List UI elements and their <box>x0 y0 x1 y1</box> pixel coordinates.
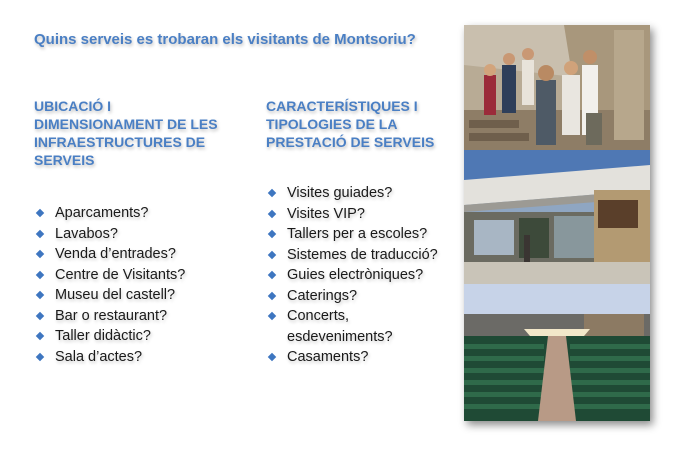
amphitheatre-photo <box>464 284 650 421</box>
diamond-bullet-icon <box>36 352 44 360</box>
heading-line: UBICACIÓ I <box>34 98 111 114</box>
list-item-text: Visites VIP? <box>287 205 365 222</box>
list-item <box>34 326 185 347</box>
diamond-bullet-icon <box>268 353 276 361</box>
slide-title: Quins serveis es trobaran els visitants de Montsoriu? <box>34 31 416 48</box>
visitors-photo <box>464 25 650 150</box>
diamond-bullet-icon <box>268 209 276 217</box>
list-item <box>34 265 185 286</box>
list-item-text: Sala d’actes? <box>55 348 143 365</box>
list-item <box>266 245 438 266</box>
list-item-text: Visites guiades? <box>287 185 393 201</box>
list-item <box>266 347 438 368</box>
infrastructure-list <box>34 203 185 367</box>
heading-line: INFRAESTRUCTURES DE <box>34 134 206 150</box>
diamond-bullet-icon <box>36 209 44 217</box>
list-item <box>34 285 185 306</box>
services-list <box>266 183 438 368</box>
diamond-bullet-icon <box>36 291 44 299</box>
diamond-bullet-icon <box>36 332 44 340</box>
list-item-text: Lavabos? <box>55 225 118 242</box>
infrastructure-heading <box>34 97 249 169</box>
list-item <box>266 204 438 225</box>
heading-line: DIMENSIONAMENT DE LES <box>34 116 218 132</box>
diamond-bullet-icon <box>268 271 276 279</box>
list-item-text: Caterings? <box>287 287 358 304</box>
services-column <box>266 97 466 365</box>
list-item-continuation <box>266 327 438 348</box>
list-item <box>266 224 438 245</box>
diamond-bullet-icon <box>268 250 276 258</box>
list-item <box>266 306 438 327</box>
list-item <box>34 347 185 368</box>
list-item <box>34 224 185 245</box>
list-item <box>266 286 438 307</box>
list-item-text: Guies electròniques? <box>287 267 424 283</box>
list-item-text: Taller didàctic? <box>55 328 151 344</box>
diamond-bullet-icon <box>268 312 276 320</box>
list-item-text: Bar o restaurant? <box>55 307 168 324</box>
list-item-text: Venda d’entrades? <box>55 246 176 262</box>
list-item-text: Tallers per a escoles? <box>287 226 428 242</box>
heading-line: TIPOLOGIES DE LA <box>266 116 398 132</box>
list-item-text: Aparcaments? <box>55 205 149 221</box>
list-item <box>34 306 185 327</box>
list-item-text: Concerts, <box>287 308 350 324</box>
list-item-text: Museu del castell? <box>55 287 176 303</box>
photo-strip <box>464 25 650 421</box>
diamond-bullet-icon <box>36 311 44 319</box>
list-item <box>34 203 185 224</box>
heading-line: SERVEIS <box>34 152 95 168</box>
list-item-text: esdeveniments? <box>287 328 393 345</box>
diamond-bullet-icon <box>268 189 276 197</box>
diamond-bullet-icon <box>36 250 44 258</box>
infrastructure-column <box>34 97 249 365</box>
services-heading <box>266 97 466 151</box>
heading-line: PRESTACIÓ DE SERVEIS <box>266 134 435 150</box>
diamond-bullet-icon <box>36 270 44 278</box>
diamond-bullet-icon <box>268 230 276 238</box>
diamond-bullet-icon <box>36 229 44 237</box>
visitor-centre-photo <box>464 150 650 284</box>
list-item <box>266 265 438 286</box>
diamond-bullet-icon <box>268 291 276 299</box>
heading-line: CARACTERÍSTIQUES I <box>266 98 418 114</box>
list-item <box>34 244 185 265</box>
list-item-text: Centre de Visitants? <box>55 266 186 283</box>
list-item-text: Casaments? <box>287 349 369 365</box>
list-item-text: Sistemes de traducció? <box>287 246 438 263</box>
list-item <box>266 183 438 204</box>
